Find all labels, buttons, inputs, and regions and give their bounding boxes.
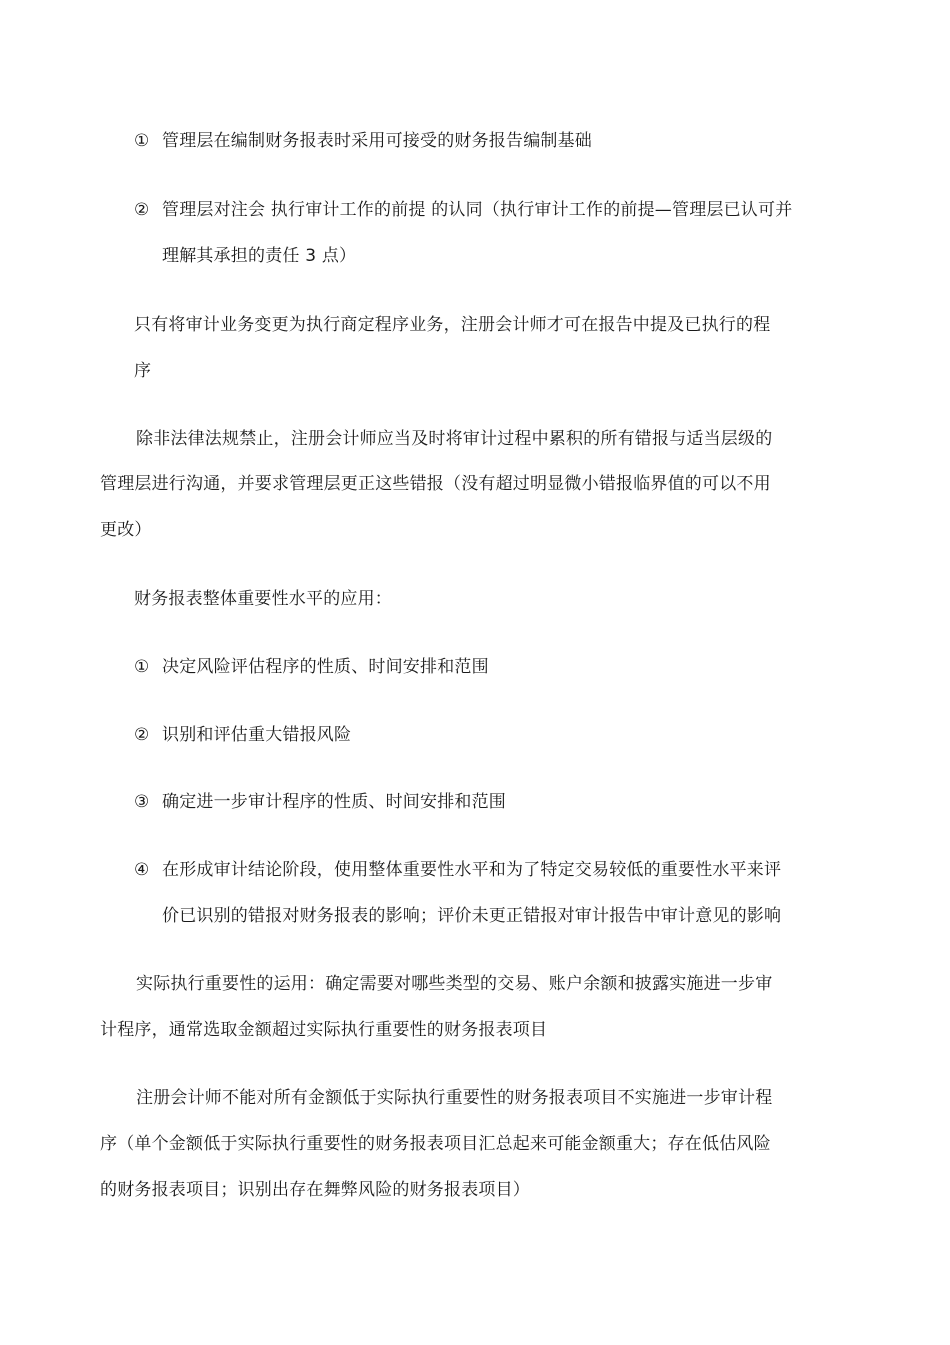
para3-line1: 实际执行重要性的运用：确定需要对哪些类型的交易、账户余额和披露实施进一步审 <box>136 974 773 994</box>
para4-line3: 的财务报表项目；识别出存在舞弊风险的财务报表项目） <box>100 1180 530 1200</box>
item-text: 在形成审计结论阶段，使用整体重要性水平和为了特定交易较低的重要性水平来评 <box>162 860 782 880</box>
list1-item2-line2: 理解其承担的责任 3 点） <box>162 246 357 266</box>
item-number: ④ <box>134 860 150 880</box>
list2-item3 <box>134 792 506 812</box>
list1-item1 <box>134 131 592 151</box>
item-number: ② <box>134 725 150 745</box>
para1-line1: 只有将审计业务变更为执行商定程序业务，注册会计师才可在报告中提及已执行的程 <box>134 315 771 335</box>
item-text: 决定风险评估程序的性质、时间安排和范围 <box>162 657 489 677</box>
item-number: ① <box>134 131 150 151</box>
list2-item2 <box>134 725 351 745</box>
para2-line2: 管理层进行沟通，并要求管理层更正这些错报（没有超过明显微小错报临界值的可以不用 <box>100 474 771 494</box>
para3-line2: 计程序，通常选取金额超过实际执行重要性的财务报表项目 <box>100 1020 548 1040</box>
list2-item4-line1 <box>134 860 781 880</box>
item-number: ② <box>134 200 150 220</box>
para4-line1: 注册会计师不能对所有金额低于实际执行重要性的财务报表项目不实施进一步审计程 <box>136 1088 773 1108</box>
item-number: ① <box>134 657 150 677</box>
item-number: ③ <box>134 792 150 812</box>
item-text: 确定进一步审计程序的性质、时间安排和范围 <box>162 792 506 812</box>
para4-line2: 序（单个金额低于实际执行重要性的财务报表项目汇总起来可能金额重大；存在低估风险 <box>100 1134 771 1154</box>
list2-item4-line2: 价已识别的错报对财务报表的影响；评价未更正错报对审计报告中审计意见的影响 <box>162 906 782 926</box>
para1-line2: 序 <box>134 361 152 381</box>
list1-item2-line1 <box>134 200 792 220</box>
item-text: 管理层在编制财务报表时采用可接受的财务报告编制基础 <box>162 131 592 151</box>
heading-overall-materiality: 财务报表整体重要性水平的应用： <box>134 589 392 609</box>
list2-item1 <box>134 657 489 677</box>
item-text: 管理层对注会 执行审计工作的前提 的认同（执行审计工作的前提—管理层已认可并 <box>162 200 793 220</box>
item-text: 识别和评估重大错报风险 <box>162 725 352 745</box>
para2-line1: 除非法律法规禁止，注册会计师应当及时将审计过程中累积的所有错报与适当层级的 <box>136 429 773 449</box>
para2-line3: 更改） <box>100 520 152 540</box>
